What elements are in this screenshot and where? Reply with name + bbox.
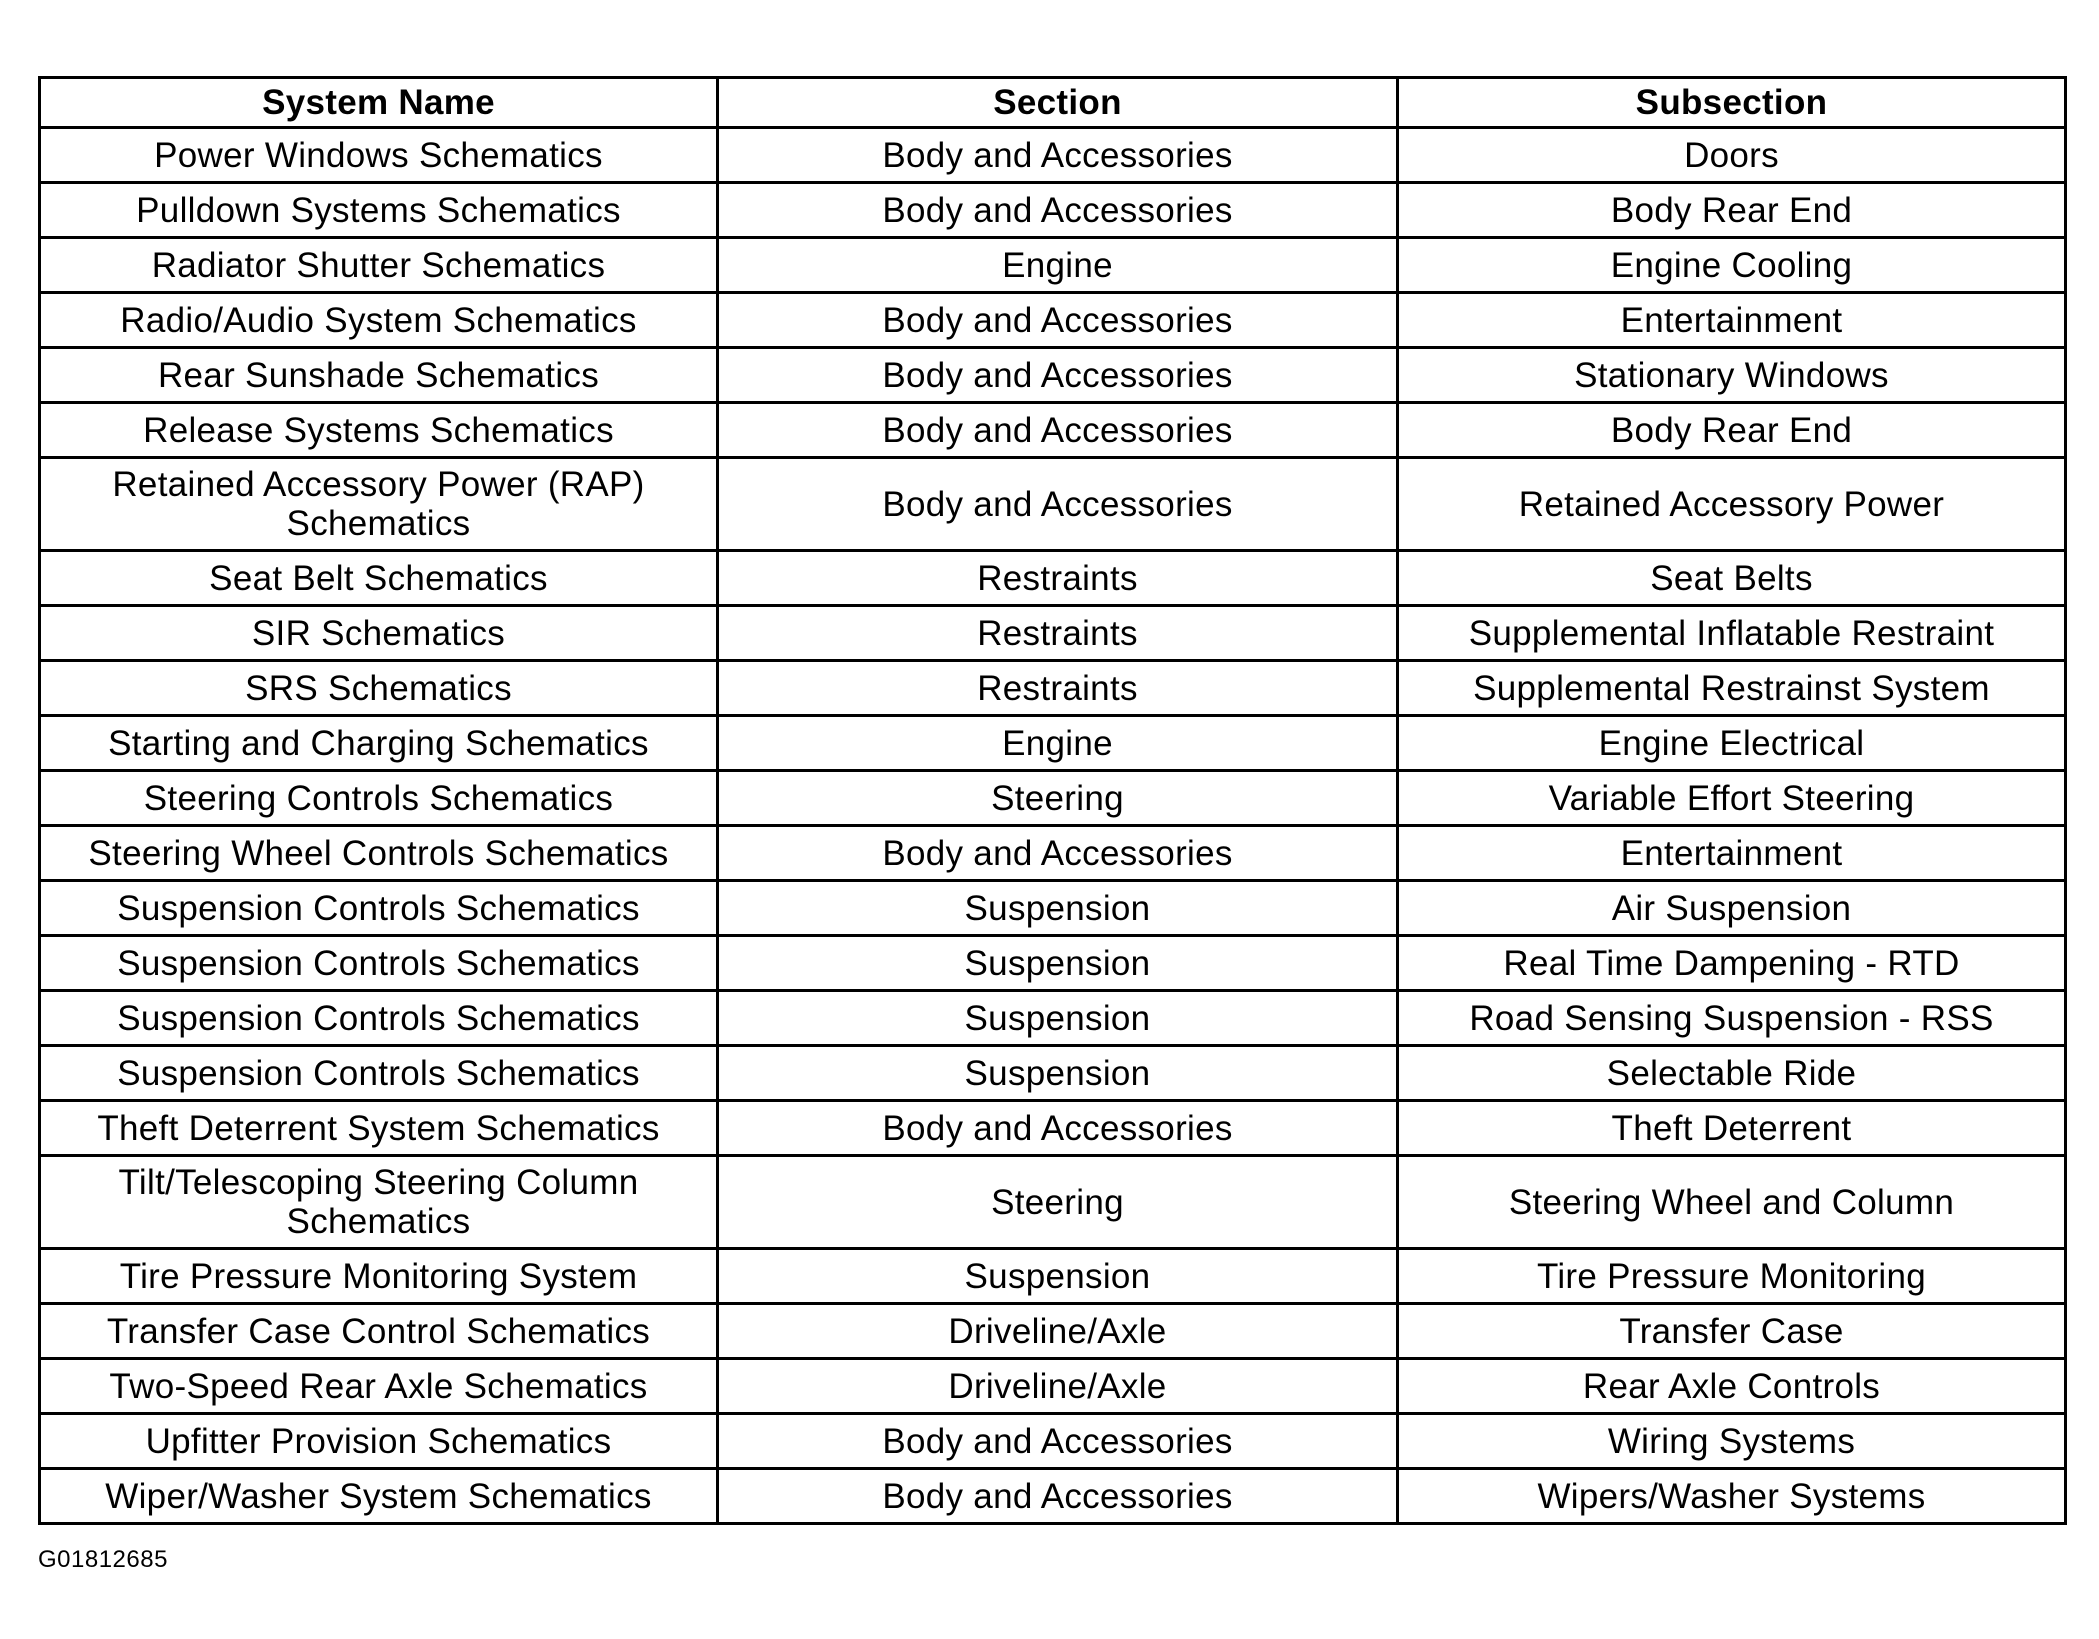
header-row [40, 78, 2066, 128]
table-row [40, 403, 2066, 458]
section-cell: Engine [718, 238, 1398, 293]
section-cell: Driveline/Axle [718, 1359, 1398, 1414]
subsection-cell: Supplemental Inflatable Restraint [1398, 606, 2066, 661]
system-name-cell: Suspension Controls Schematics [40, 1046, 718, 1101]
table-row [40, 606, 2066, 661]
section-cell: Body and Accessories [718, 403, 1398, 458]
section-cell: Suspension [718, 881, 1398, 936]
section-cell: Body and Accessories [718, 1414, 1398, 1469]
table-header [40, 78, 2066, 128]
subsection-cell: Stationary Windows [1398, 348, 2066, 403]
system-name-cell: SIR Schematics [40, 606, 718, 661]
system-name-cell: Release Systems Schematics [40, 403, 718, 458]
subsection-cell: Real Time Dampening - RTD [1398, 936, 2066, 991]
subsection-cell: Body Rear End [1398, 183, 2066, 238]
section-cell: Engine [718, 716, 1398, 771]
subsection-cell: Tire Pressure Monitoring [1398, 1249, 2066, 1304]
subsection-cell: Transfer Case [1398, 1304, 2066, 1359]
subsection-cell: Entertainment [1398, 293, 2066, 348]
subsection-cell: Retained Accessory Power [1398, 458, 2066, 551]
subsection-cell: Wiring Systems [1398, 1414, 2066, 1469]
section-cell: Driveline/Axle [718, 1304, 1398, 1359]
subsection-cell: Air Suspension [1398, 881, 2066, 936]
subsection-cell: Variable Effort Steering [1398, 771, 2066, 826]
section-cell: Body and Accessories [718, 128, 1398, 183]
system-name-cell: Suspension Controls Schematics [40, 936, 718, 991]
section-cell: Body and Accessories [718, 293, 1398, 348]
column-header-section: Section [718, 78, 1398, 128]
section-cell: Restraints [718, 661, 1398, 716]
system-name-cell: Radiator Shutter Schematics [40, 238, 718, 293]
system-name-cell: Suspension Controls Schematics [40, 991, 718, 1046]
table-row [40, 128, 2066, 183]
system-name-cell: Tilt/Telescoping Steering Column Schematics [40, 1156, 718, 1249]
table-row [40, 1304, 2066, 1359]
table-row [40, 551, 2066, 606]
section-cell: Body and Accessories [718, 826, 1398, 881]
table-row [40, 1046, 2066, 1101]
section-cell: Body and Accessories [718, 183, 1398, 238]
subsection-cell: Selectable Ride [1398, 1046, 2066, 1101]
system-name-cell: Steering Wheel Controls Schematics [40, 826, 718, 881]
table-row [40, 771, 2066, 826]
section-cell: Steering [718, 771, 1398, 826]
figure-id: G01812685 [38, 1546, 168, 1573]
table-row [40, 716, 2066, 771]
section-cell: Body and Accessories [718, 1101, 1398, 1156]
table-row [40, 1156, 2066, 1249]
system-name-cell: Theft Deterrent System Schematics [40, 1101, 718, 1156]
table-row [40, 183, 2066, 238]
subsection-cell: Road Sensing Suspension - RSS [1398, 991, 2066, 1046]
table-row [40, 826, 2066, 881]
column-header-subsection: Subsection [1398, 78, 2066, 128]
table-row [40, 238, 2066, 293]
section-cell: Body and Accessories [718, 1469, 1398, 1524]
section-cell: Body and Accessories [718, 458, 1398, 551]
schematics-table-container [38, 76, 2064, 1525]
system-name-cell: Steering Controls Schematics [40, 771, 718, 826]
subsection-cell: Wipers/Washer Systems [1398, 1469, 2066, 1524]
table-row [40, 293, 2066, 348]
system-name-cell: Two-Speed Rear Axle Schematics [40, 1359, 718, 1414]
system-name-cell: Pulldown Systems Schematics [40, 183, 718, 238]
section-cell: Suspension [718, 991, 1398, 1046]
subsection-cell: Engine Cooling [1398, 238, 2066, 293]
subsection-cell: Supplemental Restrainst System [1398, 661, 2066, 716]
system-name-cell: Starting and Charging Schematics [40, 716, 718, 771]
system-name-cell: Rear Sunshade Schematics [40, 348, 718, 403]
system-name-cell: Transfer Case Control Schematics [40, 1304, 718, 1359]
schematics-table [38, 76, 2067, 1525]
system-name-cell: Retained Accessory Power (RAP) Schematics [40, 458, 718, 551]
section-cell: Suspension [718, 1046, 1398, 1101]
table-body [40, 128, 2066, 1524]
section-cell: Restraints [718, 551, 1398, 606]
subsection-cell: Body Rear End [1398, 403, 2066, 458]
system-name-cell: SRS Schematics [40, 661, 718, 716]
section-cell: Steering [718, 1156, 1398, 1249]
table-row [40, 1249, 2066, 1304]
table-row [40, 1414, 2066, 1469]
table-row [40, 348, 2066, 403]
table-row [40, 991, 2066, 1046]
subsection-cell: Engine Electrical [1398, 716, 2066, 771]
section-cell: Restraints [718, 606, 1398, 661]
subsection-cell: Doors [1398, 128, 2066, 183]
section-cell: Body and Accessories [718, 348, 1398, 403]
section-cell: Suspension [718, 1249, 1398, 1304]
table-row [40, 936, 2066, 991]
table-row [40, 458, 2066, 551]
section-cell: Suspension [718, 936, 1398, 991]
table-row [40, 1469, 2066, 1524]
subsection-cell: Theft Deterrent [1398, 1101, 2066, 1156]
table-row [40, 1359, 2066, 1414]
system-name-cell: Power Windows Schematics [40, 128, 718, 183]
table-row [40, 1101, 2066, 1156]
system-name-cell: Tire Pressure Monitoring System [40, 1249, 718, 1304]
system-name-cell: Wiper/Washer System Schematics [40, 1469, 718, 1524]
subsection-cell: Entertainment [1398, 826, 2066, 881]
subsection-cell: Seat Belts [1398, 551, 2066, 606]
subsection-cell: Steering Wheel and Column [1398, 1156, 2066, 1249]
system-name-cell: Upfitter Provision Schematics [40, 1414, 718, 1469]
table-row [40, 881, 2066, 936]
column-header-system-name: System Name [40, 78, 718, 128]
system-name-cell: Seat Belt Schematics [40, 551, 718, 606]
system-name-cell: Suspension Controls Schematics [40, 881, 718, 936]
table-row [40, 661, 2066, 716]
subsection-cell: Rear Axle Controls [1398, 1359, 2066, 1414]
system-name-cell: Radio/Audio System Schematics [40, 293, 718, 348]
